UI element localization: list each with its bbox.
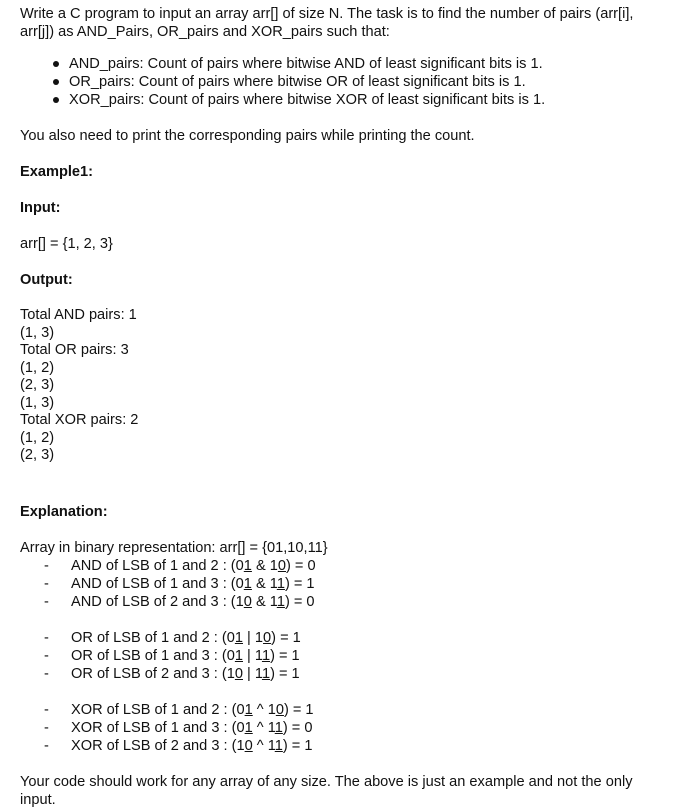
- or-explanation-item: - OR of LSB of 1 and 3 : (01 | 11) = 1: [71, 647, 685, 665]
- bullet-item-or: OR_pairs: Count of pairs where bitwise OR of least significant bits is 1.: [55, 73, 685, 91]
- footer-note: [20, 773, 685, 809]
- pair-definitions-list: [20, 55, 685, 109]
- output-heading: Output:: [20, 272, 73, 288]
- explanation-intro: Array in binary representation: arr[] = {01,10,11}: [20, 539, 328, 556]
- footer-line: input.: [20, 791, 56, 808]
- and-explanation-list: [20, 557, 685, 611]
- bullet-item-xor: XOR_pairs: Count of pairs where bitwise XOR of least significant bits is 1.: [55, 91, 685, 109]
- or-explanation-item: - OR of LSB of 1 and 2 : (01 | 10) = 1: [71, 629, 685, 647]
- problem-statement-line: arr[j]) as AND_Pairs, OR_pairs and XOR_pairs such that:: [20, 24, 390, 40]
- output-line: (1, 2): [20, 359, 55, 376]
- bullet-item-and: AND_pairs: Count of pairs where bitwise AND of least significant bits is 1.: [55, 55, 685, 73]
- xor-explanation-list: [20, 701, 685, 755]
- xor-explanation-item: - XOR of LSB of 1 and 2 : (01 ^ 10) = 1: [71, 701, 685, 719]
- output-line: Total AND pairs: 1: [20, 307, 137, 323]
- xor-explanation-item: - XOR of LSB of 2 and 3 : (10 ^ 11) = 1: [71, 737, 685, 755]
- problem-statement-line: Write a C program to input an array arr[] of size N. The task is to find the number of pairs (arr[i],: [20, 6, 634, 22]
- output-line: (1, 3): [20, 394, 55, 411]
- output-line: Total XOR pairs: 2: [20, 412, 139, 428]
- or-explanation-item: - OR of LSB of 2 and 3 : (10 | 11) = 1: [71, 665, 685, 683]
- output-line: (2, 3): [20, 447, 55, 463]
- output-line: (1, 3): [20, 324, 55, 341]
- problem-statement: [20, 5, 685, 41]
- explanation-heading: Explanation:: [20, 503, 108, 520]
- input-value: arr[] = {1, 2, 3}: [20, 236, 113, 252]
- footer-line: Your code should work for any array of any size. The above is just an example and not the only: [20, 773, 633, 790]
- and-explanation-item: - AND of LSB of 1 and 3 : (01 & 11) = 1: [71, 575, 685, 593]
- example-heading: Example1:: [20, 164, 94, 180]
- output-line: (2, 3): [20, 377, 55, 393]
- print-pairs-note: You also need to print the corresponding pairs while printing the count.: [20, 128, 475, 144]
- and-explanation-item: - AND of LSB of 1 and 2 : (01 & 10) = 0: [71, 557, 685, 575]
- document-page: [20, 5, 685, 809]
- or-explanation-list: [20, 629, 685, 683]
- xor-explanation-item: - XOR of LSB of 1 and 3 : (01 ^ 11) = 0: [71, 719, 685, 737]
- input-heading: Input:: [20, 200, 61, 216]
- output-line: (1, 2): [20, 429, 55, 446]
- and-explanation-item: - AND of LSB of 2 and 3 : (10 & 11) = 0: [71, 593, 685, 611]
- output-line: Total OR pairs: 3: [20, 342, 129, 358]
- output-block: [20, 307, 685, 465]
